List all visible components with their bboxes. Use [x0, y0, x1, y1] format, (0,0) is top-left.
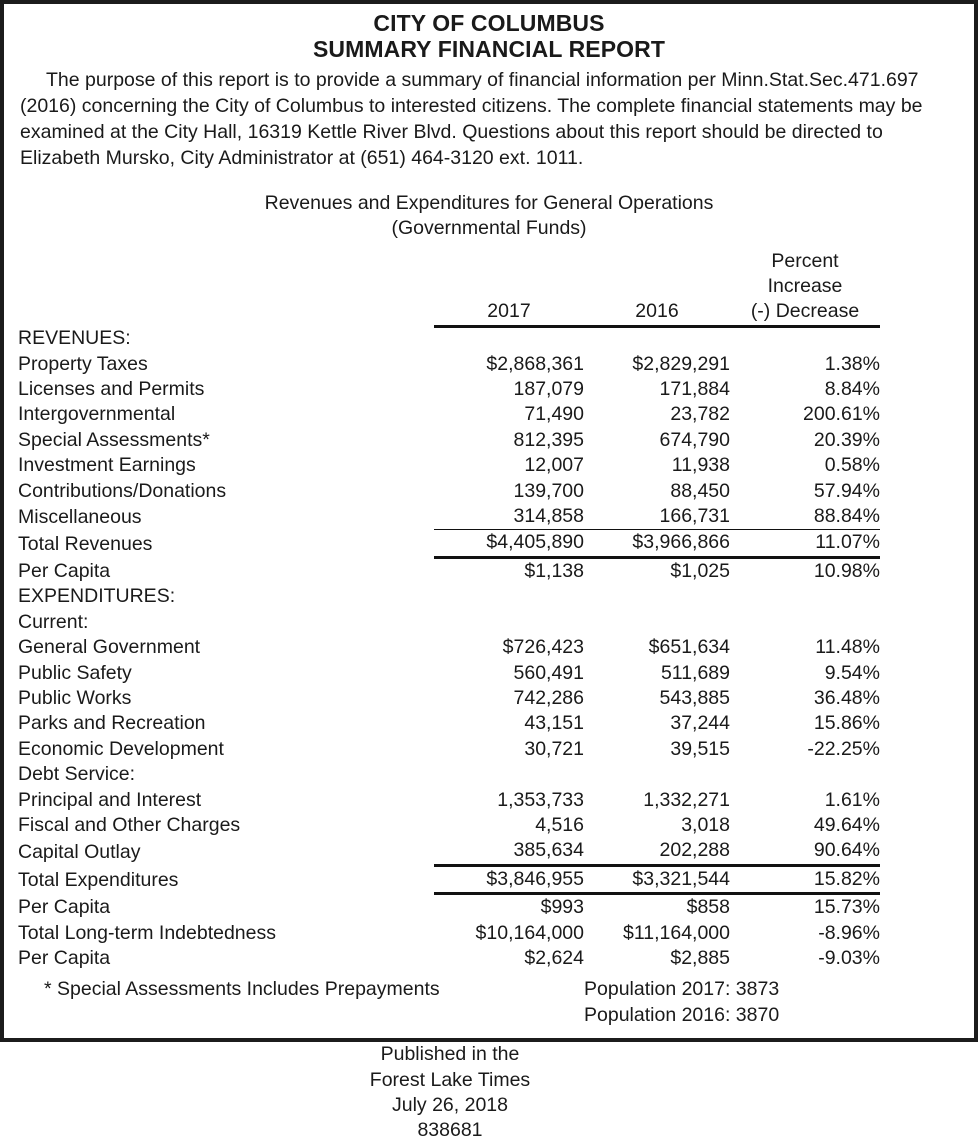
header-col-2017: 2017 [434, 299, 584, 326]
published-line-3: July 26, 2018 [391, 1094, 508, 1116]
header-percent-line-2: Increase [767, 274, 843, 297]
row-value-percent: 0.58% [824, 454, 880, 477]
header-percent-stack [730, 249, 880, 300]
population-block [584, 977, 960, 1028]
population-2016: Population 2016: 3870 [584, 1003, 780, 1026]
row-value-2017: 4,516 [535, 813, 584, 836]
row-value-percent: 11.48% [815, 636, 880, 659]
table-row [18, 352, 964, 377]
row-value-2017: 812,395 [513, 428, 584, 451]
row-value-percent: 88.84% [813, 505, 880, 528]
total-indebtedness-row [18, 921, 964, 946]
header-year-pad-cell [880, 299, 964, 326]
published-line-2: Forest Lake Times [369, 1068, 531, 1091]
row-value-percent: 1.38% [824, 352, 880, 375]
total-revenues-row [18, 530, 964, 557]
publication-block [18, 1042, 960, 1144]
row-value-2017: 560,491 [513, 661, 584, 684]
row-label: Fiscal and Other Charges [18, 813, 241, 836]
row-value-2016: 1,332,271 [643, 788, 730, 811]
row-value-2017: $1,138 [524, 559, 584, 582]
row-label: Public Works [18, 686, 132, 709]
row-value-percent: 57.94% [813, 479, 880, 502]
header-col-2016: 2016 [584, 299, 730, 326]
table-row [18, 428, 964, 453]
row-value-2016: $651,634 [648, 636, 730, 659]
table-row [18, 402, 964, 427]
row-value-percent: -22.25% [807, 737, 880, 760]
header-year-label-cell [18, 299, 434, 326]
table-row [18, 788, 964, 813]
row-value-2016: 37,244 [670, 712, 730, 735]
published-line-1: Published in the [380, 1043, 520, 1066]
expenditures-heading-row [18, 584, 964, 609]
table-row [18, 504, 964, 530]
special-assessments-footnote: * Special Assessments Includes Prepayments [44, 978, 440, 1001]
title-line-2: SUMMARY FINANCIAL REPORT [312, 36, 666, 62]
row-value-2017: 1,353,733 [497, 788, 584, 811]
header-percent-line-1: Percent [771, 249, 839, 272]
row-value-percent: 36.48% [813, 686, 880, 709]
row-value-percent: 10.98% [813, 559, 880, 582]
row-value-percent: 15.86% [813, 712, 880, 735]
row-value-2016: 23,782 [670, 403, 730, 426]
table-row [18, 453, 964, 478]
row-label: Total Revenues [18, 532, 153, 555]
row-value-2016: 3,018 [681, 813, 730, 836]
row-value-percent: -9.03% [818, 946, 880, 969]
report-body [4, 4, 974, 1142]
row-value-percent: 15.82% [730, 865, 880, 893]
capital-outlay-row [18, 838, 964, 865]
revenues-heading: REVENUES: [18, 327, 131, 350]
row-value-2017: 43,151 [524, 712, 584, 735]
row-label: Per Capita [18, 896, 111, 919]
header-col-percent: (-) Decrease [730, 299, 880, 326]
row-value-percent: 11.07% [730, 530, 880, 557]
expenditures-per-capita-row [18, 894, 964, 921]
table-header-row [18, 249, 964, 300]
table-row [18, 686, 964, 711]
indebtedness-per-capita-row [18, 946, 964, 971]
subtitle-line-2: (Governmental Funds) [391, 216, 587, 239]
table-row [18, 737, 964, 762]
row-value-2016: $3,321,544 [584, 865, 730, 893]
row-label: Economic Development [18, 737, 224, 760]
current-heading-row [18, 610, 964, 635]
row-value-2017: $4,405,890 [434, 530, 584, 557]
row-value-percent: 49.64% [813, 813, 880, 836]
row-value-percent: 9.54% [824, 661, 880, 684]
page-title [18, 10, 960, 62]
subtitle-line-1: Revenues and Expenditures for General Operations [264, 191, 714, 214]
row-label: Property Taxes [18, 352, 148, 375]
row-value-percent: 15.73% [813, 896, 880, 919]
row-value-percent: -8.96% [818, 921, 880, 944]
row-value-percent: 20.39% [813, 428, 880, 451]
row-value-2017: 385,634 [434, 838, 584, 865]
row-value-2017: 742,286 [513, 686, 584, 709]
row-value-2016: 674,790 [659, 428, 730, 451]
financial-table [18, 249, 964, 972]
revenues-per-capita-row [18, 557, 964, 584]
row-value-2017: 30,721 [524, 737, 584, 760]
row-value-2016: 171,884 [659, 378, 730, 401]
row-label: Principal and Interest [18, 788, 202, 811]
population-2017: Population 2017: 3873 [584, 978, 780, 1001]
row-value-2016: 88,450 [670, 479, 730, 502]
row-label: Public Safety [18, 661, 132, 684]
row-value-percent: 90.64% [730, 838, 880, 865]
row-value-2016: 39,515 [670, 737, 730, 760]
row-label: Capital Outlay [18, 840, 141, 863]
row-value-percent: 200.61% [803, 403, 880, 426]
row-value-2017: $10,164,000 [475, 921, 584, 944]
published-line-4: 838681 [417, 1119, 483, 1142]
row-value-2016: $2,885 [670, 946, 730, 969]
header-pad-cell [880, 249, 964, 300]
table-row [18, 711, 964, 736]
footer-row [18, 977, 960, 1028]
table-row [18, 813, 964, 838]
row-value-2016: 11,938 [671, 454, 730, 477]
table-header-year-row [18, 299, 964, 326]
header-label-cell [18, 249, 434, 300]
row-label: Per Capita [18, 946, 111, 969]
row-value-2017: 187,079 [513, 378, 584, 401]
row-label: General Government [18, 636, 201, 659]
row-value-2017: $2,868,361 [486, 352, 584, 375]
table-row [18, 377, 964, 402]
current-heading: Current: [18, 610, 89, 633]
table-row [18, 479, 964, 504]
table-row [18, 635, 964, 660]
row-value-2017: $3,846,955 [434, 865, 584, 893]
row-value-2016: $3,966,866 [584, 530, 730, 557]
row-value-2016: $2,829,291 [632, 352, 730, 375]
row-value-2017: 139,700 [513, 479, 584, 502]
section-subtitle [18, 191, 960, 241]
row-label: Intergovernmental [18, 403, 176, 426]
row-label: Total Expenditures [18, 869, 179, 892]
expenditures-heading: EXPENDITURES: [18, 585, 176, 608]
debt-service-heading: Debt Service: [18, 763, 136, 786]
row-value-2017: $726,423 [502, 636, 584, 659]
total-expenditures-row [18, 865, 964, 893]
row-value-2017: 71,490 [524, 403, 584, 426]
purpose-paragraph: The purpose of this report is to provide a summary of financial information per Minn.Stat.Sec.471.697 (2016) concerning the City of Columbus to interested citizens. The complete financial statements may be examined at the City Hall, 16319 Kettle River Blvd. Questions about this report should be directed to Elizabeth Mursko, City Administrator at (651) 464-3120 ext. 1011. [20, 69, 923, 169]
row-label: Contributions/Donations [18, 479, 227, 502]
debt-service-heading-row [18, 762, 964, 787]
row-value-2016: $858 [686, 896, 730, 919]
title-line-1: CITY OF COLUMBUS [373, 10, 605, 36]
row-value-2016: 202,288 [584, 838, 730, 865]
row-value-2016: 543,885 [659, 686, 730, 709]
row-value-2017: $993 [540, 896, 584, 919]
row-label: Licenses and Permits [18, 378, 205, 401]
row-label: Total Long-term Indebtedness [18, 921, 276, 944]
row-value-2016: $1,025 [670, 559, 730, 582]
row-label: Special Assessments* [18, 428, 210, 451]
row-value-percent: 1.61% [824, 788, 880, 811]
row-label: Parks and Recreation [18, 712, 206, 735]
row-value-2017: 12,007 [524, 454, 584, 477]
row-value-2017: $2,624 [524, 946, 584, 969]
row-value-2016: 166,731 [659, 505, 730, 528]
row-label: Miscellaneous [18, 505, 142, 528]
row-value-2016: 511,689 [660, 661, 730, 684]
row-value-2017: 314,858 [513, 505, 584, 528]
row-label: Investment Earnings [18, 454, 196, 477]
header-2016-spacer [584, 249, 730, 300]
revenues-heading-row [18, 326, 964, 351]
row-value-2016: $11,164,000 [623, 921, 730, 944]
header-2017-spacer [434, 249, 584, 300]
row-label: Per Capita [18, 559, 111, 582]
table-row [18, 661, 964, 686]
row-value-percent: 8.84% [824, 378, 880, 401]
